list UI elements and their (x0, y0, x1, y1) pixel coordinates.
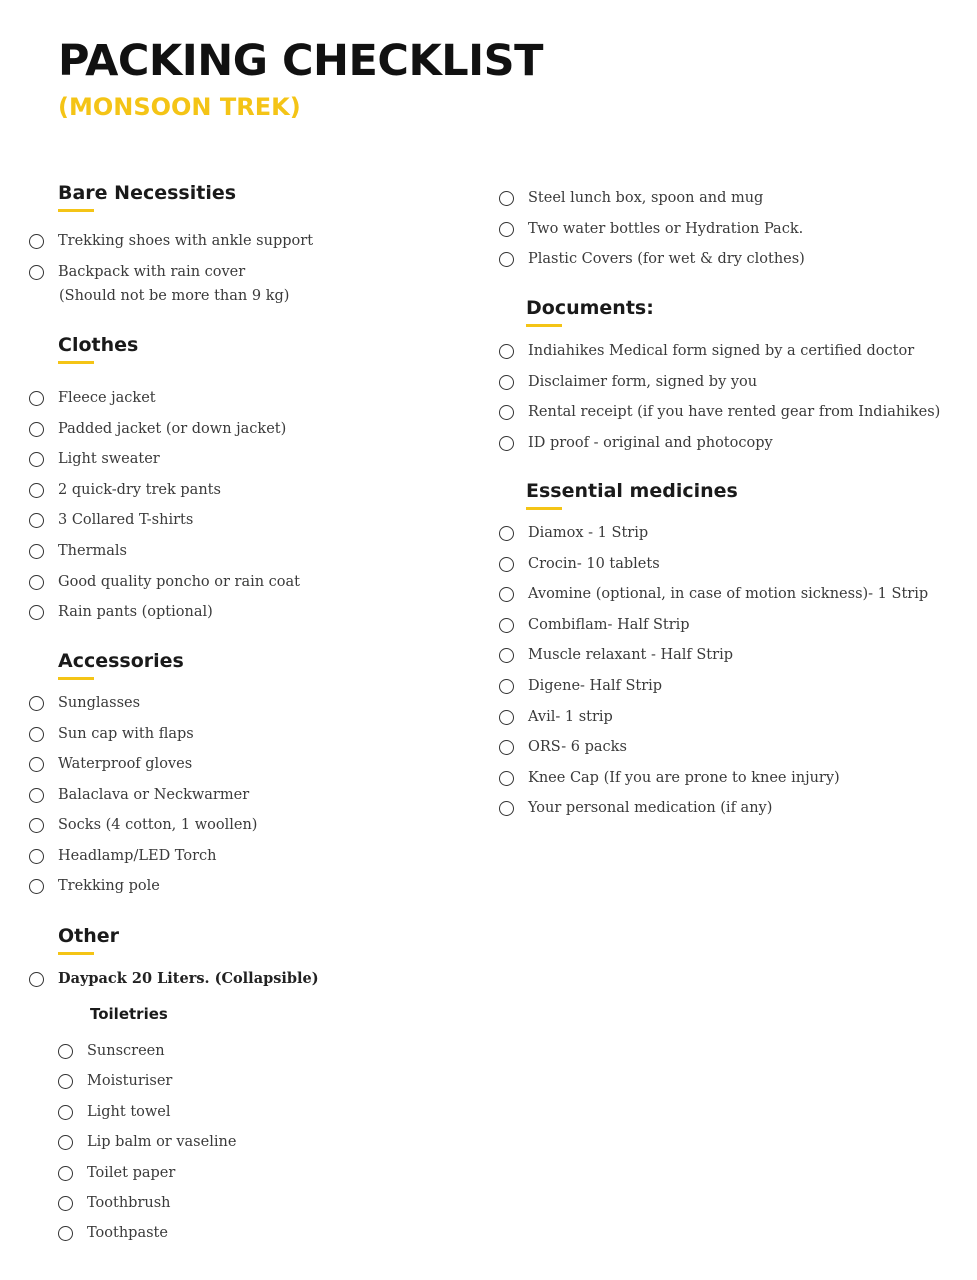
checkbox-circle-icon[interactable] (499, 771, 514, 786)
checkbox-circle-icon[interactable] (29, 757, 44, 772)
checkbox-circle-icon[interactable] (29, 605, 44, 620)
checklist-item-label: 2 quick-dry trek pants (58, 481, 221, 498)
checklist-item-label: Your personal medication (if any) (528, 800, 773, 817)
checkbox-circle-icon[interactable] (499, 557, 514, 572)
checklist-item-label: Crocin- 10 tablets (528, 555, 660, 572)
checkbox-circle-icon[interactable] (29, 727, 44, 742)
checkbox-circle-icon[interactable] (499, 740, 514, 755)
checklist-item-label: Rental receipt (if you have rented gear from Indiahikes) (528, 404, 941, 420)
checkbox-circle-icon[interactable] (29, 265, 44, 280)
checkbox-circle-icon[interactable] (499, 436, 514, 451)
checkbox-circle-icon[interactable] (29, 422, 44, 437)
checkbox-circle-icon[interactable] (499, 710, 514, 725)
checklist-item-label: Headlamp/LED Torch (58, 847, 217, 864)
checkbox-circle-icon[interactable] (58, 1196, 73, 1211)
checklist-item-label: Balaclava or Neckwarmer (58, 786, 250, 803)
page-title: PACKING CHECKLIST (58, 36, 543, 86)
checklist-item-label: Avomine (optional, in case of motion sickness)- 1 Strip (528, 586, 929, 603)
checklist-item-label: Trekking shoes with ankle support (58, 233, 314, 249)
checkbox-circle-icon[interactable] (58, 1074, 73, 1089)
checklist-item-label: Muscle relaxant - Half Strip (528, 647, 733, 664)
checklist-item-label: Waterproof gloves (58, 756, 193, 772)
checkbox-circle-icon[interactable] (499, 252, 514, 267)
checkbox-circle-icon[interactable] (499, 587, 514, 602)
checklist-item-label: Padded jacket (or down jacket) (58, 420, 287, 437)
checklist-item-label: Toothpaste (87, 1225, 168, 1242)
page-subtitle: (MONSOON TREK) (58, 93, 301, 121)
section-heading-toiletries: Toiletries (90, 1005, 168, 1023)
checkbox-circle-icon[interactable] (499, 344, 514, 359)
checkbox-circle-icon[interactable] (29, 513, 44, 528)
section-heading-clothes: Clothes (58, 334, 139, 356)
checklist-item-label: Disclaimer form, signed by you (528, 373, 758, 390)
checklist-item-label: Combiflam- Half Strip (528, 616, 690, 633)
checkbox-circle-icon[interactable] (499, 618, 514, 633)
checkbox-circle-icon[interactable] (29, 818, 44, 833)
checklist-item-label: Moisturiser (87, 1073, 173, 1090)
checklist-item-label: Digene- Half Strip (528, 678, 663, 694)
checkbox-circle-icon[interactable] (29, 788, 44, 803)
checklist-item-label: ORS- 6 packs (528, 739, 627, 756)
checklist-item-label: Light sweater (58, 451, 160, 468)
checkbox-circle-icon[interactable] (29, 575, 44, 590)
checkbox-circle-icon[interactable] (29, 234, 44, 249)
checkbox-circle-icon[interactable] (499, 222, 514, 237)
section-heading-bare-necessities: Bare Necessities (58, 182, 237, 204)
checkbox-circle-icon[interactable] (29, 391, 44, 406)
checkbox-circle-icon[interactable] (499, 191, 514, 206)
checkbox-circle-icon[interactable] (58, 1044, 73, 1059)
checklist-item-label: Steel lunch box, spoon and mug (528, 190, 764, 206)
checkbox-circle-icon[interactable] (58, 1105, 73, 1120)
checklist-item-label: Toothbrush (87, 1195, 171, 1211)
checkbox-circle-icon[interactable] (499, 801, 514, 816)
checklist-item-label: Socks (4 cotton, 1 woollen) (58, 817, 258, 833)
checkbox-circle-icon[interactable] (499, 405, 514, 420)
checklist-item-label: Rain pants (optional) (58, 604, 213, 621)
checklist-item-label: Diamox - 1 Strip (528, 525, 649, 541)
checkbox-circle-icon[interactable] (499, 648, 514, 663)
section-heading-documents: Documents: (526, 297, 654, 319)
checkbox-circle-icon[interactable] (499, 375, 514, 390)
checklist-item-label: Toilet paper (87, 1164, 176, 1181)
checklist-item-label: ID proof - original and photocopy (528, 434, 773, 451)
checkbox-circle-icon[interactable] (58, 1166, 73, 1181)
section-heading-essential-medicines: Essential medicines (526, 480, 738, 502)
checklist-item-label: Good quality poncho or rain coat (58, 573, 301, 590)
checklist-item-label: Knee Cap (If you are prone to knee injury) (528, 769, 840, 786)
checklist-item-label: Fleece jacket (58, 390, 156, 406)
checkbox-circle-icon[interactable] (29, 483, 44, 498)
checkbox-circle-icon[interactable] (58, 1226, 73, 1241)
section-heading-other: Other (58, 925, 120, 947)
checkbox-circle-icon[interactable] (29, 849, 44, 864)
section-heading-accessories: Accessories (58, 650, 184, 672)
checklist-item-label: Sunglasses (58, 695, 141, 711)
checkbox-circle-icon[interactable] (29, 452, 44, 467)
checklist-item-label: Indiahikes Medical form signed by a certified doctor (528, 343, 915, 359)
checklist-item-label: Sun cap with flaps (58, 725, 194, 742)
checkbox-circle-icon[interactable] (499, 526, 514, 541)
checkbox-circle-icon[interactable] (29, 544, 44, 559)
checkbox-circle-icon[interactable] (58, 1135, 73, 1150)
checklist-item-label: Thermals (58, 543, 127, 559)
checklist-item-label: Sunscreen (87, 1043, 165, 1059)
checklist-item-label: Two water bottles or Hydration Pack. (528, 220, 804, 237)
checkbox-circle-icon[interactable] (499, 679, 514, 694)
checklist-item-label: Backpack with rain cover (58, 264, 246, 280)
checkbox-circle-icon[interactable] (29, 879, 44, 894)
checklist-item-label: Daypack 20 Liters. (Collapsible) (58, 970, 319, 987)
checklist-item-label: Lip balm or vaseline (87, 1134, 237, 1151)
checkbox-circle-icon[interactable] (29, 696, 44, 711)
checklist-item-label: Trekking pole (58, 878, 160, 894)
checkbox-circle-icon[interactable] (29, 972, 44, 987)
checklist-item-label: Avil- 1 strip (528, 708, 613, 725)
checklist-item-label: Light towel (87, 1103, 171, 1120)
checklist-item-label: 3 Collared T-shirts (58, 512, 194, 529)
checklist-item-label: Plastic Covers (for wet & dry clothes) (528, 251, 805, 267)
backpack-weight-note: (Should not be more than 9 kg) (59, 288, 290, 304)
